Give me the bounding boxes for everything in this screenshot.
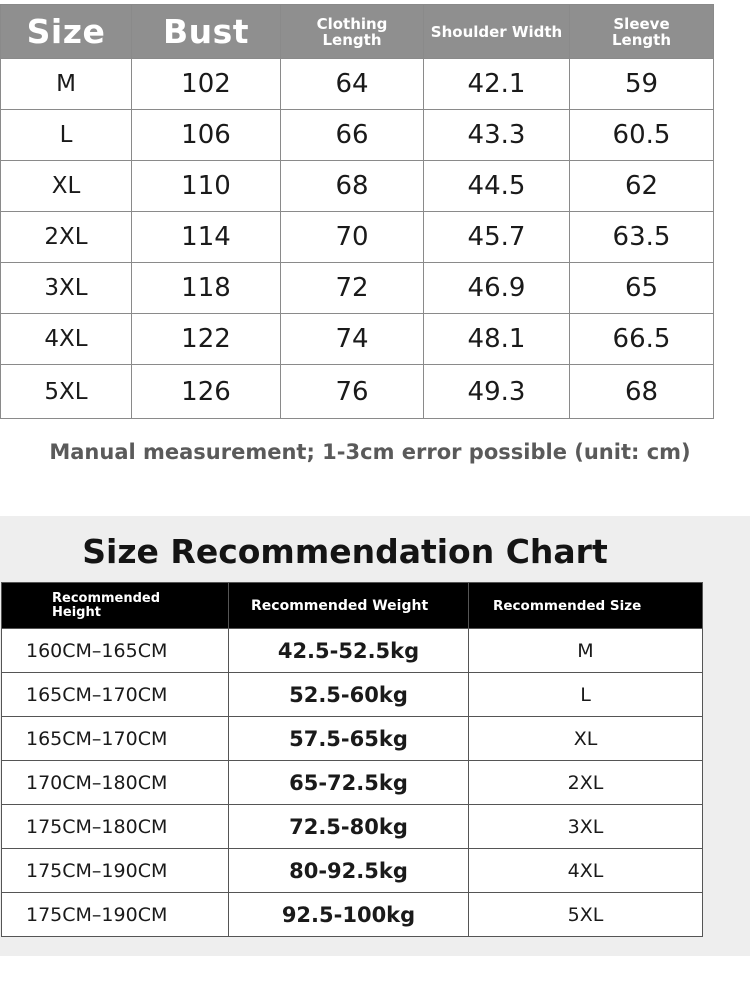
bust-cell: 126 [132, 365, 281, 419]
recommendation-table [1, 582, 703, 937]
height-cell: 160CM–165CM [2, 629, 229, 673]
recommended-size-cell: XL [469, 717, 703, 761]
recommendation-title: Size Recommendation Chart [82, 532, 608, 571]
size-cell: XL [1, 161, 132, 212]
size-cell: 3XL [1, 263, 132, 314]
bust-cell: 122 [132, 314, 281, 365]
size-cell: L [1, 110, 132, 161]
header-recommended-height: Recommended Height [2, 583, 229, 629]
bust-cell: 106 [132, 110, 281, 161]
size-cell: 5XL [1, 365, 132, 419]
recommended-size-cell: 4XL [469, 849, 703, 893]
weight-cell: 92.5-100kg [229, 893, 469, 937]
bust-cell: 102 [132, 59, 281, 110]
height-cell: 175CM–190CM [2, 893, 229, 937]
measurement-table [0, 4, 714, 419]
sleeve-length-cell: 62 [570, 161, 714, 212]
table-row [2, 805, 703, 849]
sleeve-length-cell: 63.5 [570, 212, 714, 263]
weight-cell: 65-72.5kg [229, 761, 469, 805]
clothing-length-cell: 74 [281, 314, 424, 365]
height-cell: 175CM–180CM [2, 805, 229, 849]
measurement-note: Manual measurement; 1-3cm error possible (unit: cm) [49, 440, 691, 464]
header-clothing-length: Clothing Length [281, 5, 424, 59]
sleeve-length-cell: 65 [570, 263, 714, 314]
height-cell: 165CM–170CM [2, 717, 229, 761]
weight-cell: 57.5-65kg [229, 717, 469, 761]
clothing-length-cell: 72 [281, 263, 424, 314]
shoulder-width-cell: 43.3 [424, 110, 570, 161]
clothing-length-cell: 66 [281, 110, 424, 161]
clothing-length-cell: 70 [281, 212, 424, 263]
sleeve-length-cell: 60.5 [570, 110, 714, 161]
recommended-size-cell: 5XL [469, 893, 703, 937]
table-row [2, 629, 703, 673]
weight-cell: 80-92.5kg [229, 849, 469, 893]
size-cell: 2XL [1, 212, 132, 263]
shoulder-width-cell: 45.7 [424, 212, 570, 263]
clothing-length-cell: 64 [281, 59, 424, 110]
header-recommended-weight: Recommended Weight [229, 583, 469, 629]
table-row [1, 110, 714, 161]
table-row [2, 849, 703, 893]
table-row [2, 893, 703, 937]
table-row [1, 59, 714, 110]
weight-cell: 52.5-60kg [229, 673, 469, 717]
header-bust: Bust [132, 5, 281, 59]
weight-cell: 42.5-52.5kg [229, 629, 469, 673]
table-row [1, 365, 714, 419]
shoulder-width-cell: 48.1 [424, 314, 570, 365]
bust-cell: 110 [132, 161, 281, 212]
recommended-size-cell: 2XL [469, 761, 703, 805]
size-cell: M [1, 59, 132, 110]
header-shoulder-width: Shoulder Width [424, 5, 570, 59]
recommended-size-cell: 3XL [469, 805, 703, 849]
sleeve-length-cell: 68 [570, 365, 714, 419]
size-cell: 4XL [1, 314, 132, 365]
table-row [2, 673, 703, 717]
header-size: Size [1, 5, 132, 59]
table-row [1, 314, 714, 365]
table-row [1, 212, 714, 263]
shoulder-width-cell: 46.9 [424, 263, 570, 314]
sleeve-length-cell: 59 [570, 59, 714, 110]
table-row [2, 717, 703, 761]
height-cell: 175CM–190CM [2, 849, 229, 893]
clothing-length-cell: 68 [281, 161, 424, 212]
measurement-header-row [1, 5, 714, 59]
recommendation-header-row [2, 583, 703, 629]
header-sleeve-length: Sleeve Length [570, 5, 714, 59]
table-row [2, 761, 703, 805]
bust-cell: 118 [132, 263, 281, 314]
bust-cell: 114 [132, 212, 281, 263]
clothing-length-cell: 76 [281, 365, 424, 419]
table-row [1, 161, 714, 212]
table-row [1, 263, 714, 314]
shoulder-width-cell: 49.3 [424, 365, 570, 419]
weight-cell: 72.5-80kg [229, 805, 469, 849]
height-cell: 170CM–180CM [2, 761, 229, 805]
height-cell: 165CM–170CM [2, 673, 229, 717]
header-recommended-size: Recommended Size [469, 583, 703, 629]
recommended-size-cell: M [469, 629, 703, 673]
recommended-size-cell: L [469, 673, 703, 717]
sleeve-length-cell: 66.5 [570, 314, 714, 365]
shoulder-width-cell: 42.1 [424, 59, 570, 110]
shoulder-width-cell: 44.5 [424, 161, 570, 212]
